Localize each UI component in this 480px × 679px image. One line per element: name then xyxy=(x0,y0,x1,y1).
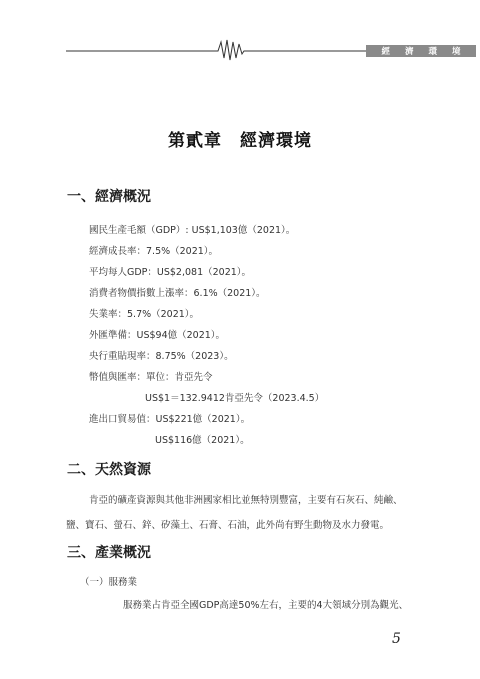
services-paragraph-line: 服務業占肯亞全國GDP高達50%左右，主要的4大領域分別為觀光、 xyxy=(123,600,409,611)
header-section-tab xyxy=(366,45,476,57)
chapter-title: 第貳章 經濟環境 xyxy=(168,131,312,151)
running-header xyxy=(66,36,461,64)
header-tab-char: 境 xyxy=(451,47,461,57)
header-tab-char: 環 xyxy=(428,47,437,57)
section-title-industry: 三、產業概況 xyxy=(67,545,151,561)
resources-paragraph-line: 肯亞的礦產資源與其他非洲國家相比並無特別豐富，主要有石灰石、純鹼、 xyxy=(89,495,403,506)
page-number: 5 xyxy=(392,631,401,647)
economy-line-exchange-rate: US$1＝132.9412肯亞先令（2023.4.5） xyxy=(145,393,325,404)
economy-line-gdp: 國民生產毛額（GDP）: US$1,103億（2021）。 xyxy=(89,225,296,236)
section-title-economy: 一、經濟概況 xyxy=(67,189,151,205)
economy-line-currency: 幣值與匯率：單位：肯亞先令 xyxy=(89,372,213,383)
header-tab-char: 濟 xyxy=(404,47,414,57)
economy-line-trade-exports: 進出口貿易值：US$221億（2021）。 xyxy=(89,414,251,425)
economy-line-trade-imports: US$116億（2021）。 xyxy=(155,435,250,446)
resources-paragraph-line: 鹽、寶石、螢石、鋅、矽藻土、石膏、石油，此外尚有野生動物及水力發電。 xyxy=(66,520,390,531)
economy-line-cpi: 消費者物價指數上漲率：6.1%（2021）。 xyxy=(89,288,266,299)
economy-line-discount-rate: 央行重貼現率：8.75%（2023）。 xyxy=(89,351,234,362)
economy-line-unemployment: 失業率：5.7%（2021）。 xyxy=(89,309,200,320)
economy-line-gdp-per-capita: 平均每人GDP：US$2,081（2021）。 xyxy=(89,267,252,278)
heartbeat-line-icon xyxy=(66,36,366,64)
economy-line-growth: 經濟成長率：7.5%（2021）。 xyxy=(89,246,219,257)
header-tab-char: 經 xyxy=(381,47,390,57)
economy-line-reserves: 外匯準備：US$94億（2021）。 xyxy=(89,330,226,341)
section-title-natural-resources: 二、天然資源 xyxy=(67,462,151,478)
subsection-title-services: （一）服務業 xyxy=(80,577,138,588)
